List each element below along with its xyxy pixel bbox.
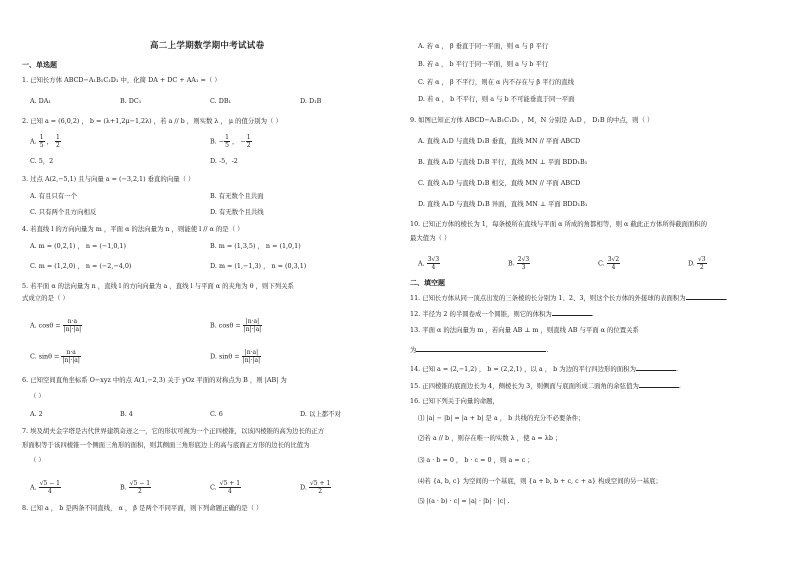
q7-option-c: C. $\frac{√5 + 1}{4}$ [210,480,241,495]
q16-item-5: ⑸ |(a · b) · c| = |a| · |b| · |c| . [418,497,510,505]
q15-answer-blank[interactable] [639,381,679,388]
q1-option-c: C. DB₁ [210,97,232,105]
q7-stem-line1: 7. 埃及胡夫金字塔是古代世界建筑奇迹之一，它的形状可视为一个正四棱锥，以该四棱锥的高为边长的正方 [22,427,325,435]
q7-option-d: D. $\frac{√5 + 1}{2}$ [300,480,331,495]
q7-paren: （ ） [30,456,45,464]
q8-option-c: C. 若 α ， β 不平行，则在 α 内不存在与 β 平行的直线 [418,78,575,86]
section-single-choice: 一、单选题 [22,60,57,69]
q10-stem-line2: 最大值为（ ） [410,234,451,242]
q16-item-4: ⑷若 {a, b, c} 为空间的一个基底，则 {a + b, b + c, c + a} 构成空间的另一基底； [418,477,662,485]
q3-option-a: A. 有且只有一个 [30,192,78,200]
q3-option-b: B. 有无数个且共面 [210,192,264,200]
q4-option-c: C. m = (1,2,0) ， n = (−2,−4,0) [30,262,132,270]
q3-option-d: D. 有无数个且共线 [210,208,264,216]
q5-option-a: A. cosθ = $\frac{n\cdot a}{|n|\cdot|a|}$ [30,318,82,333]
q9-option-a: A. 直线 A₁D 与直线 D₁B 垂直，直线 MN // 平面 ABCD [418,137,581,145]
q16-item-3: ⑶ a · b = 0 ， b · c = 0 ，则 a = c ； [418,456,534,464]
q6-stem: 6. 已知空间直角坐标系 O−xyz 中的点 A(1,−2,3) 关于 yOz 平面的对称点为 B ，则 |AB| 为 [22,376,287,384]
left-column [20,0,392,561]
q2-option-b: B. − $\frac{1}{5}$ ， − $\frac{1}{2}$ [210,134,251,149]
q7-stem-line2: 形面积等于该四棱锥一个侧面三角形的面积，则其侧面三角形底边上的高与底面正方形的边长的比值为 [22,441,310,449]
q4-option-a: A. m = (0,2,1) ， n = (−1,0,1) [30,242,126,250]
q10-stem-line1: 10. 已知正方体的棱长为 1，每条棱所在直线与平面 α 所成的角都相等，则 α 截此正方体所得截面面积的 [410,220,708,228]
q3-stem: 3. 过点 A(2,−5,1) 且与向量 a = (−3,2,1) 垂直的向量（ ） [22,175,195,183]
q8-stem: 8. 已知 a ， b 是两条不同直线， α ， β 是两个不同平面，则下列命题正确的是（ ） [22,504,263,512]
q4-stem: 4. 若直线 l 的方向向量为 m ，平面 α 的法向量为 n ，则能使 l // α 的是（ ） [22,225,244,233]
q12-answer-blank[interactable] [552,309,592,316]
q2-option-a: A. $\frac{1}{5}$ ， $\frac{1}{2}$ [30,134,60,149]
section-fill-blank: 二、填空题 [410,278,445,287]
q13-line1: 13. 平面 α 的法向量为 m ，若向量 AB ⊥ m ，则直线 AB 与平面 α 的位置关系 [410,326,639,334]
q10-option-a: A. $\frac{3√3}{4}$ [418,256,440,271]
q5-option-c: C. sinθ = $\frac{n\cdot a}{|n|\cdot|a|}$ [30,349,80,364]
q16-item-1: ⑴ |a| − |b| = |a + b| 是 a ， b 共线的充分不必要条件； [418,414,585,422]
q10-option-d: D. $\frac{√3}{2}$ [688,256,706,271]
q1-option-a: A. DA₁ [30,97,51,105]
q13-answer-blank[interactable] [416,345,546,352]
q9-option-b: B. 直线 A₁D 与直线 D₁B 平行，直线 MN ⊥ 平面 BDD₁B₁ [418,158,588,166]
q5-stem-line1: 5. 若平面 α 的法向量为 n ，直线 l 的方向向量为 a ，直线 l 与平面 α 的夹角为 θ ，则下列关系 [22,282,294,290]
q16-stem: 16. 已知下列关于向量的命题， [410,397,499,405]
q9-stem: 9. 如图已知正方体 ABCD−A₁B₁C₁D₁ ，M，N 分别是 A₁D ， D₁B 的中点，则（ ） [410,116,654,124]
right-column [408,0,780,561]
q6-option-a: A. 2 [30,410,43,418]
q8-option-a: A. 若 α ， β 垂直于同一平面，则 α 与 β 平行 [418,42,549,50]
q4-option-d: D. m = (1,−1,3) ， n = (0,3,1) [210,262,307,270]
q1-stem: 1. 已知长方体 ABCD−A₁B₁C₁D₁ 中，化简 DA + DC + AA₁ =（ ） [22,76,221,84]
q4-option-b: B. m = (1,3,5) ， n = (1,0,1) [210,242,301,250]
q5-option-d: D. sinθ = $\frac{|n\cdot a|}{|n|\cdot|a|}$ [210,349,261,364]
q10-option-c: C. $\frac{3√2}{4}$ [598,256,620,271]
q5-stem-line2: 式成立的是（ ） [22,294,69,302]
q7-option-a: A. $\frac{√5 - 1}{4}$ [30,480,61,495]
q2-stem: 2. 已知 a = (6,0,2) ， b = (λ+1,2μ−1,2λ) ，若 a // b ，则实数 λ ， μ 的值分别为（ ） [22,117,282,125]
q8-option-d: D. 若 α ， b 不平行，则 a 与 b 不可能垂直于同一平面 [418,95,575,103]
q6-option-c: C. 6 [210,410,223,418]
q9-option-d: D. 直线 A₁D 与直线 D₁B 异面，直线 MN ⊥ 平面 BDD₁B₁ [418,200,588,208]
q5-option-b: B. cosθ = $\frac{|n\cdot a|}{|n|\cdot|a|}$ [210,318,262,333]
q11-answer-blank[interactable] [686,293,726,300]
q1-option-d: D. D₁B [300,97,322,105]
q13-line2: 为 . [410,346,549,354]
q12-text: 12. 半径为 2 的半圆卷成一个圆锥，则它的体积为 . [410,310,594,318]
q9-option-c: C. 直线 A₁D 与直线 D₁B 相交，直线 MN // 平面 ABCD [418,179,581,187]
q6-option-d: D. 以上都不对 [300,410,341,418]
q14-text: 14. 已知 a = (2,−1,2) ， b = (2,2,1) ，以 a ， b 为边的平行四边形的面积为 . [410,365,679,373]
q2-option-d: D. -5，-2 [210,157,238,165]
q14-answer-blank[interactable] [636,364,676,371]
q8-option-b: B. 若 a ， b 平行于同一平面，则 a 与 b 平行 [418,60,549,68]
q10-option-b: B. $\frac{2√3}{3}$ [508,256,530,271]
q7-option-b: B. $\frac{√5 - 1}{2}$ [120,480,151,495]
q15-text: 15. 正四棱锥的底面边长为 4，侧棱长为 3，则侧面与底面所成二面角的余弦值为 . [410,382,681,390]
q6-option-b: B. 4 [120,410,133,418]
q16-item-2: ⑵若 a // b ，则存在唯一的实数 λ ，使 a = λb ； [418,434,562,442]
page-title: 高二上学期数学期中考试试卷 [150,41,265,51]
q3-option-c: C. 只有两个且方向相反 [30,208,97,216]
q2-option-c: C. 5，2 [30,157,54,165]
q1-option-b: B. DC₁ [120,97,142,105]
q11-text: 11. 已知长方体从同一顶点出发的三条棱的长分别为 1、2、3，则这个长方体的外接球的表面积为 . [410,294,728,302]
q6-paren: （ ） [30,392,45,400]
